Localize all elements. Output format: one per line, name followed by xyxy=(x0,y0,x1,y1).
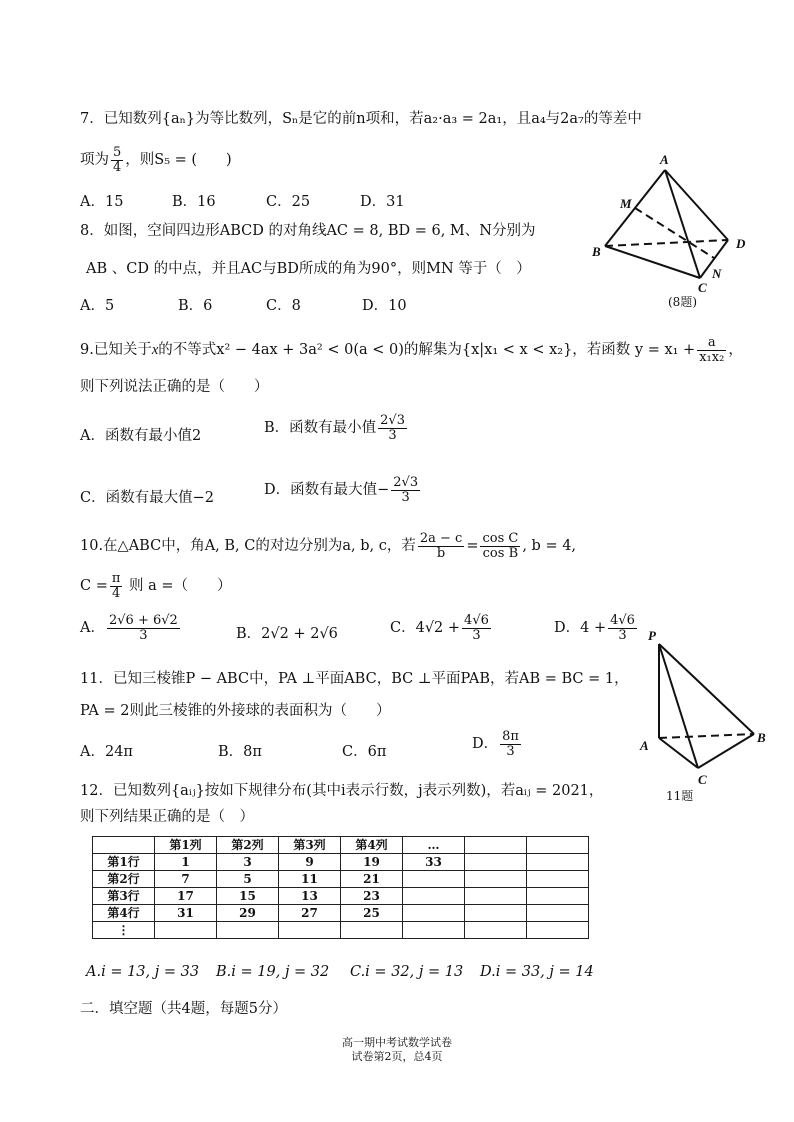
table-cell xyxy=(403,888,465,905)
table-cell xyxy=(217,922,279,939)
q11-option-d-prefix: D． xyxy=(472,736,499,753)
q10-frac1-num: 2a − c xyxy=(419,531,463,546)
table-cell xyxy=(465,837,527,854)
q10-line1-a: 10.在△ABC中，角A, B, C的对边分别为a, b, c，若 xyxy=(80,538,416,555)
table-cell: 3 xyxy=(217,854,279,871)
q10-line1-end: , b = 4, xyxy=(522,538,577,555)
table-row xyxy=(93,922,589,939)
table-cell xyxy=(465,888,527,905)
q9-frac-den: x₁x₂ xyxy=(699,349,725,365)
q12-line2: 则下列结果正确的是（ ） xyxy=(80,809,254,825)
table-cell xyxy=(527,905,589,922)
table-row-header: 第1行 xyxy=(93,854,155,871)
table-cell: 29 xyxy=(217,905,279,922)
q11-option-d-num: 8π xyxy=(502,729,519,744)
table-cell xyxy=(465,871,527,888)
q7-option-b: B．16 xyxy=(172,194,216,210)
q10-option-a xyxy=(80,614,182,642)
q10-line1 xyxy=(80,532,576,560)
table-cell: 1 xyxy=(155,854,217,871)
q7-line2 xyxy=(80,146,232,174)
table-cell xyxy=(527,837,589,854)
table-row-header: ⋮ xyxy=(93,922,155,939)
table-row xyxy=(93,888,589,905)
table-cell xyxy=(341,922,403,939)
q11-option-a: A．24π xyxy=(80,744,133,760)
q10-option-d-den: 3 xyxy=(618,627,627,643)
table-row-header: 第3行 xyxy=(93,888,155,905)
q9-line1-c: 的不等式x² − 4ax + 3a² < 0(a < 0)的解集为{x|x₁ < x < x₂}，若函数 y = x₁ + xyxy=(158,342,696,359)
q11-option-b: B．8π xyxy=(218,744,262,760)
q10-frac2-den: cos B xyxy=(482,545,519,561)
q8-label-m: M xyxy=(620,196,632,211)
table-cell xyxy=(155,922,217,939)
table-cell: 31 xyxy=(155,905,217,922)
table-cell: 9 xyxy=(279,854,341,871)
q10-option-c-den: 3 xyxy=(472,627,481,643)
q9-option-b xyxy=(264,414,409,442)
table-cell: 17 xyxy=(155,888,217,905)
q7-option-d: D．31 xyxy=(360,194,405,210)
q10-option-d xyxy=(554,614,639,642)
q9-option-d xyxy=(264,476,422,504)
q9-line1-x: x xyxy=(151,342,159,359)
table-cell xyxy=(465,854,527,871)
q11-option-d-den: 3 xyxy=(506,743,515,759)
q9-option-d-den: 3 xyxy=(401,489,410,505)
q9-option-c: C．函数有最大值−2 xyxy=(80,490,214,506)
table-cell xyxy=(93,837,155,854)
table-cell xyxy=(403,905,465,922)
q10-option-a-num: 2√6 + 6√2 xyxy=(108,613,178,628)
q9-option-b-frac xyxy=(378,414,407,442)
q10-option-c-num: 4√6 xyxy=(464,613,489,628)
edge-bc xyxy=(605,246,700,278)
table-header-row xyxy=(93,837,589,854)
footer-page: 试卷第2页，总4页 xyxy=(351,1050,443,1063)
table-cell: 21 xyxy=(341,871,403,888)
table-cell xyxy=(465,922,527,939)
q10-eq: = xyxy=(466,538,479,555)
q11-label-c: C xyxy=(698,772,707,787)
q8-label-n: N xyxy=(712,266,722,281)
q10-line2-a: C = xyxy=(80,578,108,595)
q10-frac2-num: cos C xyxy=(482,531,519,546)
table-cell: 5 xyxy=(217,871,279,888)
table-cell xyxy=(465,905,527,922)
q9-line2: 则下列说法正确的是（ ） xyxy=(80,379,269,395)
edge-cb xyxy=(698,734,754,768)
q9-fraction xyxy=(697,336,726,364)
q9-option-b-den: 3 xyxy=(388,427,397,443)
q7-line1: 7．已知数列{aₙ}为等比数列，Sₙ是它的前n项和，若a₂·a₃ = 2a₁，且a₄与2a₇的等差中 xyxy=(80,111,642,127)
edge-ab-hidden xyxy=(659,734,754,738)
table-row-header: 第2行 xyxy=(93,871,155,888)
q8-figure-caption: (8题) xyxy=(668,295,697,309)
table-header-cell: 第2列 xyxy=(217,837,279,854)
q12-option-b: B.i = 19, j = 32 xyxy=(216,964,330,980)
q10-frac3-num: π xyxy=(111,571,121,586)
q9-option-b-num: 2√3 xyxy=(380,413,405,428)
table-cell: 19 xyxy=(341,854,403,871)
table-cell xyxy=(527,854,589,871)
q8-label-d: D xyxy=(736,236,746,251)
q8-label-a: A xyxy=(660,152,669,167)
q10-option-d-prefix: D．4 + xyxy=(554,620,607,637)
q10-option-b: B．2√2 + 2√6 xyxy=(236,626,338,642)
q8-line2: AB 、CD 的中点，并且AC与BD所成的角为90°，则MN 等于（ ） xyxy=(86,261,531,277)
q10-option-a-prefix: A． xyxy=(80,620,105,637)
q8-tetrahedron-figure xyxy=(580,150,780,310)
q7-frac-den: 4 xyxy=(113,159,122,175)
q8-line1: 8．如图，空间四边形ABCD 的对角线AC = 8, BD = 6, M、N分别为 xyxy=(80,223,536,239)
q10-line2-b: 则 a =（ ） xyxy=(129,578,232,595)
table-row-header: 第4行 xyxy=(93,905,155,922)
q11-line2: PA = 2则此三棱锥的外接球的表面积为（ ） xyxy=(80,703,391,719)
table-cell xyxy=(527,871,589,888)
q11-pyramid-figure xyxy=(640,630,780,780)
q11-figure-caption: 11题 xyxy=(666,789,694,803)
q9-frac-num: a xyxy=(697,336,726,351)
q12-option-a: A.i = 13, j = 33 xyxy=(86,964,200,980)
edge-ac xyxy=(659,738,698,768)
q10-frac1-den: b xyxy=(436,545,446,561)
table-cell: 23 xyxy=(341,888,403,905)
q8-option-b: B．6 xyxy=(178,298,213,314)
edge-bd-hidden xyxy=(605,240,728,246)
table-cell: 15 xyxy=(217,888,279,905)
table-row xyxy=(93,871,589,888)
q10-frac2 xyxy=(480,532,520,560)
table-cell xyxy=(403,871,465,888)
q7-option-c: C．25 xyxy=(266,194,311,210)
q9-option-d-frac xyxy=(391,476,420,504)
edge-ad xyxy=(665,170,728,240)
footer-title: 高一期中考试数学试卷 xyxy=(342,1036,452,1049)
q10-frac1 xyxy=(418,532,464,560)
table-header-cell: 第3列 xyxy=(279,837,341,854)
table-cell: 33 xyxy=(403,854,465,871)
q10-line2 xyxy=(80,572,232,600)
q8-option-c: C．8 xyxy=(266,298,301,314)
q11-option-d xyxy=(472,730,523,758)
table-header-cell: … xyxy=(403,837,465,854)
q10-option-c-frac xyxy=(462,614,491,642)
q9-option-d-num: 2√3 xyxy=(393,475,419,490)
q9-line1-a: 9.已知关于 xyxy=(80,342,152,359)
q8-label-c: C xyxy=(698,280,707,295)
q11-option-c: C．6π xyxy=(342,744,387,760)
table-cell: 7 xyxy=(155,871,217,888)
q8-label-b: B xyxy=(592,244,601,259)
table-header-cell: 第1列 xyxy=(155,837,217,854)
table-cell xyxy=(279,922,341,939)
q12-option-c: C.i = 32, j = 13 xyxy=(350,964,464,980)
q11-label-a: A xyxy=(640,738,649,753)
q10-option-d-frac xyxy=(608,614,637,642)
q9-option-b-prefix: B．函数有最小值 xyxy=(264,420,377,437)
q10-frac3-den: 4 xyxy=(111,585,121,601)
q8-option-a: A．5 xyxy=(80,298,115,314)
q9-option-d-prefix: D．函数有最大值− xyxy=(264,482,390,499)
q10-frac3 xyxy=(110,572,123,600)
q8-option-d: D．10 xyxy=(362,298,407,314)
table-cell: 11 xyxy=(279,871,341,888)
table-cell xyxy=(527,888,589,905)
q10-option-c-prefix: C．4√2 + xyxy=(390,620,461,637)
q7-option-a: A．15 xyxy=(80,194,124,210)
q12-line1: 12．已知数列{aᵢⱼ}按如下规律分布(其中i表示行数，j表示列数)，若aᵢⱼ = 2021， xyxy=(80,783,604,799)
table-cell xyxy=(403,922,465,939)
q9-option-a: A．函数有最小值2 xyxy=(80,428,202,444)
q11-option-d-frac xyxy=(500,730,521,758)
table-cell: 27 xyxy=(279,905,341,922)
section-2-heading: 二．填空题（共4题，每题5分） xyxy=(80,1001,287,1017)
table-cell: 25 xyxy=(341,905,403,922)
q10-option-a-den: 3 xyxy=(139,627,148,643)
q11-line1: 11．已知三棱锥P − ABC中，PA ⊥平面ABC，BC ⊥平面PAB，若AB = BC = 1， xyxy=(80,671,629,687)
segment-mn-hidden xyxy=(635,208,714,258)
table-row xyxy=(93,854,589,871)
table-cell xyxy=(527,922,589,939)
q11-label-b: B xyxy=(757,730,766,745)
q12-option-d: D.i = 33, j = 14 xyxy=(480,964,594,980)
table-row xyxy=(93,905,589,922)
q7-frac-num: 5 xyxy=(113,145,122,160)
q9-line1 xyxy=(80,336,743,364)
table-cell: 13 xyxy=(279,888,341,905)
q7-line2-prefix: 项为 xyxy=(80,152,109,169)
table-header-cell: 第4列 xyxy=(341,837,403,854)
q10-option-a-frac xyxy=(107,614,180,642)
q10-option-c xyxy=(390,614,493,642)
q7-line2-suffix: ，则S₅ = ( ) xyxy=(125,152,232,169)
q10-option-d-num: 4√6 xyxy=(610,613,635,628)
q12-table xyxy=(92,836,589,939)
q11-label-p: P xyxy=(648,628,656,643)
q9-line1-end: ， xyxy=(728,342,743,359)
edge-ac xyxy=(665,170,700,278)
q7-fraction xyxy=(111,146,123,174)
